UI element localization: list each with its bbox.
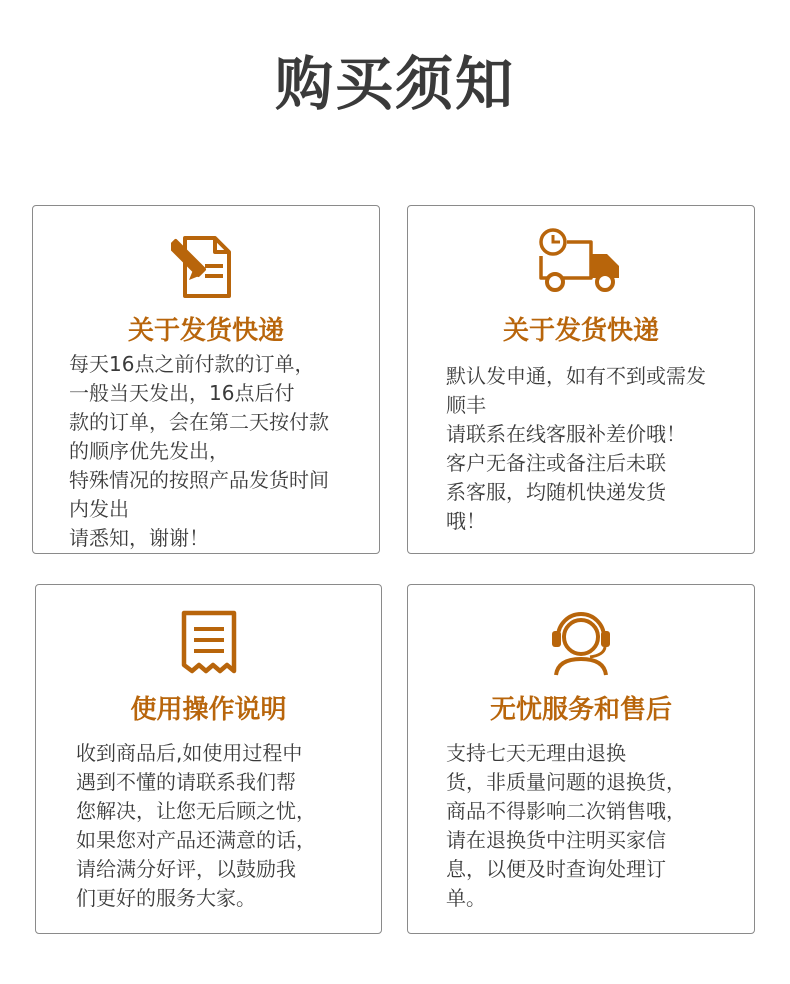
card-title: 关于发货快递 bbox=[127, 316, 284, 346]
card-body bbox=[69, 350, 329, 553]
body-line: 商品不得影响二次销售哦， bbox=[446, 799, 686, 823]
body-line: 款的订单，会在第二天按付款 bbox=[69, 410, 329, 434]
document-pen-icon bbox=[171, 230, 241, 300]
body-line: 的顺序优先发出， bbox=[69, 439, 229, 463]
body-line: 特殊情况的按照产品发货时间 bbox=[69, 468, 329, 492]
body-line: 您解决，让您无后顾之忧， bbox=[76, 799, 316, 823]
after-sales-card bbox=[407, 584, 755, 934]
body-line: 默认发申通，如有不到或需发 bbox=[446, 364, 706, 388]
body-line: 们更好的服务大家。 bbox=[76, 886, 256, 910]
courier-info-card bbox=[407, 205, 755, 554]
body-line: 货，非质量问题的退换货， bbox=[446, 770, 686, 794]
body-line: 支持七天无理由退换 bbox=[446, 741, 626, 765]
body-line: 客户无备注或备注后未联 bbox=[446, 451, 666, 475]
body-line: 遇到不懂的请联系我们帮 bbox=[76, 770, 296, 794]
body-line: 收到商品后,如使用过程中 bbox=[76, 741, 303, 765]
card-body bbox=[446, 362, 706, 536]
page-title: 购买须知 bbox=[274, 50, 515, 118]
body-line: 每天16点之前付款的订单， bbox=[69, 352, 315, 376]
body-line: 顺丰 bbox=[446, 393, 486, 417]
body-line: 一般当天发出，16点后付 bbox=[69, 381, 295, 405]
card-title: 关于发货快递 bbox=[502, 316, 659, 346]
delivery-truck-clock-icon bbox=[533, 226, 629, 298]
usage-instructions-card bbox=[35, 584, 382, 934]
body-line: 请在退换货中注明买家信 bbox=[446, 828, 666, 852]
body-line: 请联系在线客服补差价哦！ bbox=[446, 422, 686, 446]
body-line: 系客服，均随机快递发货 bbox=[446, 480, 666, 504]
card-body bbox=[76, 739, 316, 913]
card-title: 使用操作说明 bbox=[130, 695, 287, 725]
body-line: 哦！ bbox=[446, 509, 486, 533]
body-line: 请给满分好评，以鼓励我 bbox=[76, 857, 296, 881]
headset-support-icon bbox=[546, 607, 616, 677]
body-line: 单。 bbox=[446, 886, 486, 910]
shipping-info-card bbox=[32, 205, 380, 554]
body-line: 内发出 bbox=[69, 497, 129, 521]
body-line: 请悉知，谢谢！ bbox=[69, 526, 209, 550]
card-title: 无忧服务和售后 bbox=[489, 695, 672, 725]
receipt-icon bbox=[176, 609, 242, 679]
body-line: 息，以便及时查询处理订 bbox=[446, 857, 666, 881]
body-line: 如果您对产品还满意的话， bbox=[76, 828, 316, 852]
card-body bbox=[446, 739, 686, 913]
